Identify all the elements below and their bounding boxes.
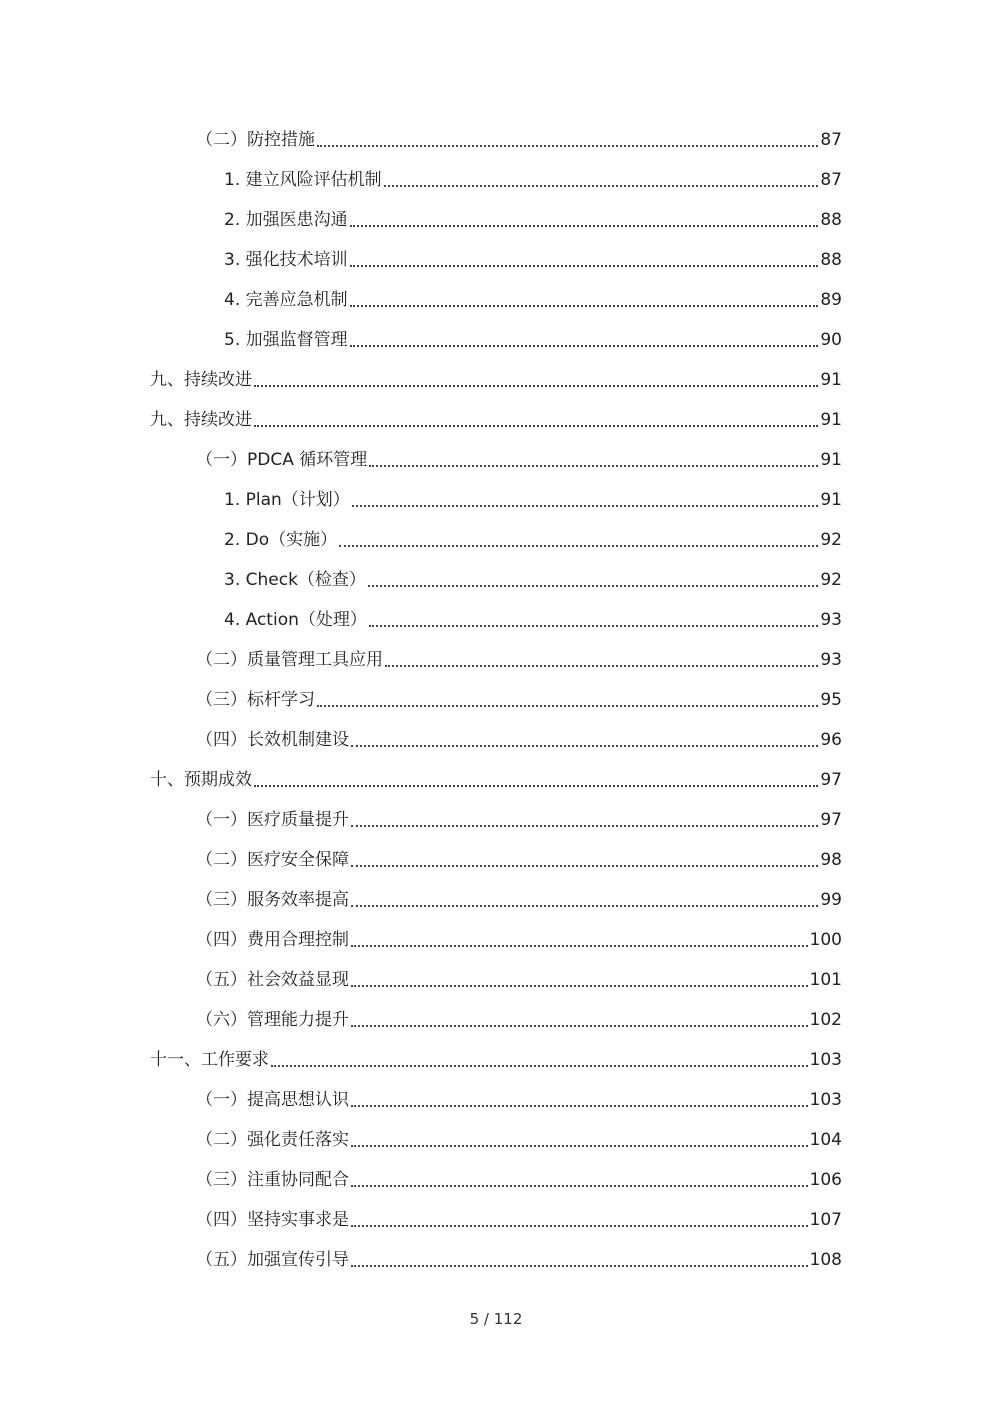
- toc-entry[interactable]: [0, 160, 992, 200]
- toc-dot-leader: [271, 1064, 808, 1067]
- toc-entry[interactable]: [0, 800, 992, 840]
- toc-entry[interactable]: [0, 480, 992, 520]
- toc-entry-page-number: 103: [809, 1090, 842, 1110]
- toc-entry[interactable]: [0, 1040, 992, 1080]
- toc-entry[interactable]: [0, 1200, 992, 1240]
- toc-entry-title: （四）坚持实事求是: [196, 1210, 349, 1230]
- toc-entry-page-number: 97: [820, 810, 842, 830]
- toc-entry-page-number: 95: [820, 690, 842, 710]
- toc-dot-leader: [351, 1264, 808, 1267]
- toc-dot-leader: [369, 464, 818, 467]
- toc-entry-title: 十一、工作要求: [150, 1050, 269, 1070]
- toc-dot-leader: [351, 984, 808, 987]
- toc-entry[interactable]: [0, 960, 992, 1000]
- toc-dot-leader: [351, 1024, 808, 1027]
- toc-entry-title: 1. 建立风险评估机制: [224, 170, 382, 190]
- toc-entry[interactable]: [0, 920, 992, 960]
- toc-dot-leader: [369, 624, 818, 627]
- toc-entry-title: 2. Do（实施）: [224, 530, 338, 550]
- toc-dot-leader: [339, 544, 818, 547]
- toc-entry-title: （五）社会效益显现: [196, 970, 349, 990]
- toc-entry-title: （三）标杆学习: [196, 690, 315, 710]
- toc-entry-page-number: 103: [809, 1050, 842, 1070]
- toc-entry-title: （二）医疗安全保障: [196, 850, 349, 870]
- toc-dot-leader: [350, 344, 819, 347]
- toc-entry-page-number: 91: [820, 490, 842, 510]
- toc-entry[interactable]: [0, 1240, 992, 1280]
- toc-entry[interactable]: [0, 840, 992, 880]
- toc-entry[interactable]: [0, 360, 992, 400]
- toc-entry-page-number: 99: [820, 890, 842, 910]
- toc-dot-leader: [254, 384, 818, 387]
- toc-dot-leader: [351, 864, 818, 867]
- toc-entry[interactable]: [0, 280, 992, 320]
- toc-entry[interactable]: [0, 600, 992, 640]
- toc-entry-title: （六）管理能力提升: [196, 1010, 349, 1030]
- toc-entry-page-number: 100: [809, 930, 842, 950]
- toc-dot-leader: [385, 664, 818, 667]
- toc-dot-leader: [350, 224, 819, 227]
- toc-entry-page-number: 93: [820, 610, 842, 630]
- toc-entry-title: （五）加强宣传引导: [196, 1250, 349, 1270]
- toc-entry[interactable]: [0, 680, 992, 720]
- toc-dot-leader: [317, 704, 818, 707]
- toc-dot-leader: [352, 504, 819, 507]
- toc-entry-page-number: 96: [820, 730, 842, 750]
- toc-dot-leader: [351, 1184, 808, 1187]
- toc-entry-title: 4. 完善应急机制: [224, 290, 348, 310]
- toc-entry-page-number: 108: [809, 1250, 842, 1270]
- toc-dot-leader: [350, 304, 819, 307]
- toc-entry-title: （三）注重协同配合: [196, 1170, 349, 1190]
- toc-entry-page-number: 91: [820, 450, 842, 470]
- toc-entry-title: （二）强化责任落实: [196, 1130, 349, 1150]
- toc-entry-page-number: 102: [809, 1010, 842, 1030]
- toc-entry-title: 1. Plan（计划）: [224, 490, 350, 510]
- toc-dot-leader: [254, 784, 818, 787]
- toc-entry[interactable]: [0, 560, 992, 600]
- toc-dot-leader: [351, 824, 818, 827]
- toc-entry-page-number: 101: [809, 970, 842, 990]
- toc-entry-title: （四）费用合理控制: [196, 930, 349, 950]
- toc-entry-title: （三）服务效率提高: [196, 890, 349, 910]
- toc-entry[interactable]: [0, 200, 992, 240]
- toc-entry[interactable]: [0, 440, 992, 480]
- toc-entry-title: 十、预期成效: [150, 770, 252, 790]
- toc-entry-title: 5. 加强监督管理: [224, 330, 348, 350]
- toc-entry[interactable]: [0, 1080, 992, 1120]
- toc-entry[interactable]: [0, 760, 992, 800]
- toc-entry[interactable]: [0, 1120, 992, 1160]
- toc-entry[interactable]: [0, 1000, 992, 1040]
- toc-entry-page-number: 107: [809, 1210, 842, 1230]
- toc-entry[interactable]: [0, 320, 992, 360]
- toc-entry-page-number: 87: [820, 130, 842, 150]
- toc-entry-title: 2. 加强医患沟通: [224, 210, 348, 230]
- toc-dot-leader: [254, 424, 818, 427]
- toc-entry-page-number: 91: [820, 370, 842, 390]
- page-number: 5 / 112: [469, 1310, 523, 1328]
- toc-entry-page-number: 104: [809, 1130, 842, 1150]
- toc-dot-leader: [351, 1224, 808, 1227]
- toc-entry-title: 3. 强化技术培训: [224, 250, 348, 270]
- toc-entry[interactable]: [0, 240, 992, 280]
- toc-entry-page-number: 106: [809, 1170, 842, 1190]
- toc-entry-title: 九、持续改进: [150, 410, 252, 430]
- toc-entry[interactable]: [0, 720, 992, 760]
- toc-entry-page-number: 89: [820, 290, 842, 310]
- toc-entry-page-number: 97: [820, 770, 842, 790]
- toc-entry[interactable]: [0, 520, 992, 560]
- toc-entry-title: （四）长效机制建设: [196, 730, 349, 750]
- toc-dot-leader: [350, 264, 819, 267]
- toc-dot-leader: [351, 1104, 808, 1107]
- toc-entry-title: （一）提高思想认识: [196, 1090, 349, 1110]
- toc-entry[interactable]: [0, 880, 992, 920]
- table-of-contents: [0, 120, 992, 1280]
- toc-entry-page-number: 90: [820, 330, 842, 350]
- toc-dot-leader: [351, 944, 808, 947]
- toc-entry-title: 九、持续改进: [150, 370, 252, 390]
- toc-dot-leader: [317, 144, 818, 147]
- toc-entry-page-number: 93: [820, 650, 842, 670]
- toc-dot-leader: [368, 584, 818, 587]
- toc-entry-page-number: 92: [820, 530, 842, 550]
- toc-entry-page-number: 91: [820, 410, 842, 430]
- toc-dot-leader: [384, 184, 819, 187]
- toc-entry-title: （二）质量管理工具应用: [196, 650, 383, 670]
- toc-entry-title: （一）PDCA 循环管理: [196, 450, 368, 470]
- toc-entry-page-number: 98: [820, 850, 842, 870]
- toc-entry-page-number: 87: [820, 170, 842, 190]
- toc-entry-page-number: 88: [820, 210, 842, 230]
- toc-entry[interactable]: [0, 640, 992, 680]
- toc-entry[interactable]: [0, 120, 992, 160]
- toc-entry-page-number: 92: [820, 570, 842, 590]
- toc-entry-title: 3. Check（检查）: [224, 570, 366, 590]
- toc-entry[interactable]: [0, 1160, 992, 1200]
- toc-entry-title: （一）医疗质量提升: [196, 810, 349, 830]
- toc-dot-leader: [351, 904, 818, 907]
- toc-entry-title: 4. Action（处理）: [224, 610, 367, 630]
- toc-entry-title: （二）防控措施: [196, 130, 315, 150]
- toc-dot-leader: [351, 1144, 808, 1147]
- toc-dot-leader: [351, 744, 818, 747]
- toc-entry-page-number: 88: [820, 250, 842, 270]
- toc-entry[interactable]: [0, 400, 992, 440]
